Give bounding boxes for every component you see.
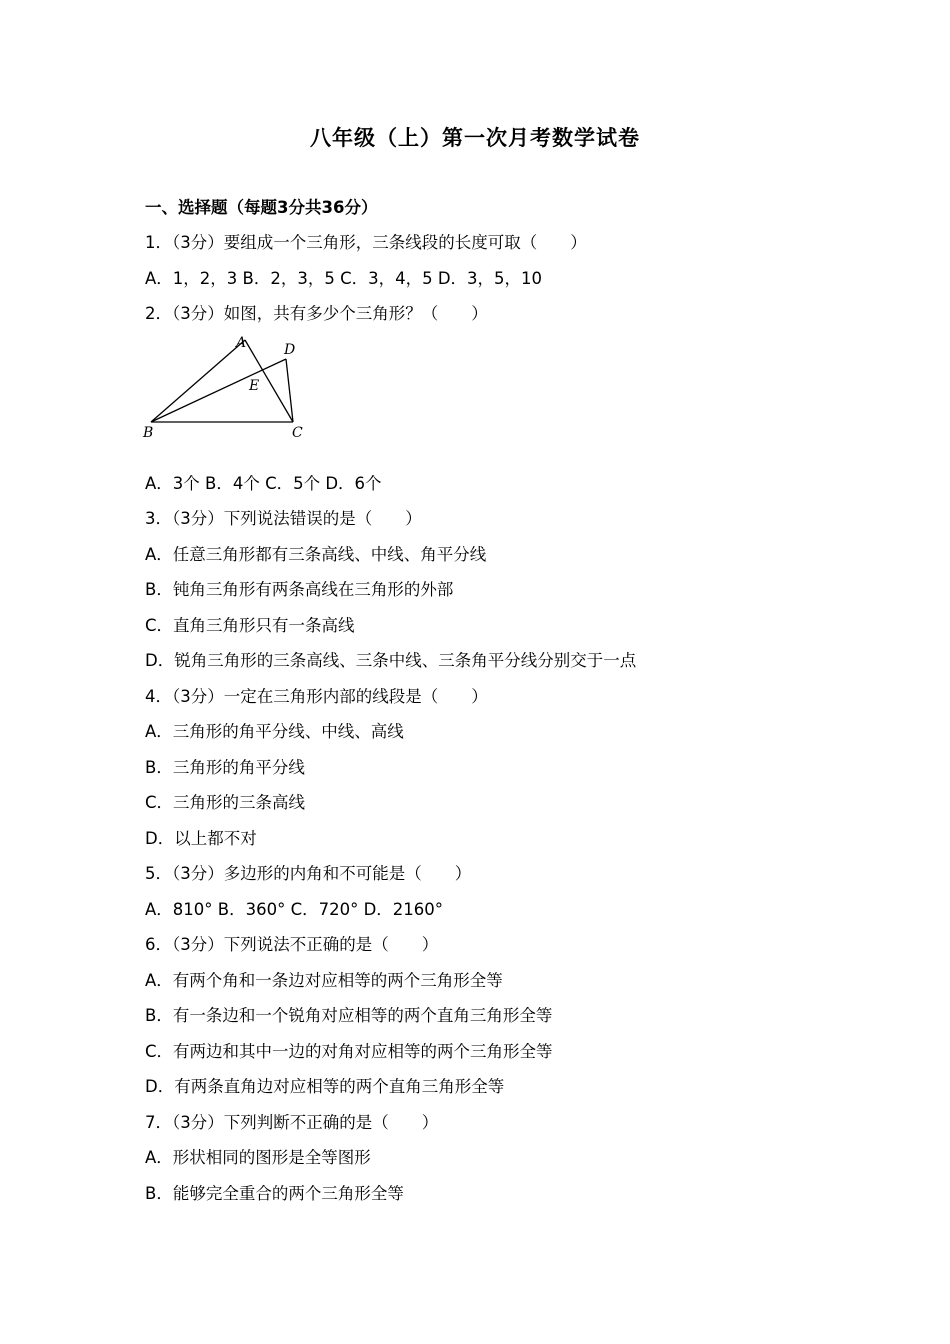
question-6-option-a: A．有两个角和一条边对应相等的两个三角形全等 xyxy=(145,971,503,990)
question-4-stem: 4．（3分）一定在三角形内部的线段是（ ） xyxy=(145,687,488,706)
question-6-option-c: C．有两边和其中一边的对角对应相等的两个三角形全等 xyxy=(145,1042,553,1061)
label-a: A xyxy=(236,335,247,351)
question-5-stem: 5．（3分）多边形的内角和不可能是（ ） xyxy=(145,864,472,883)
question-4-option-b: B．三角形的角平分线 xyxy=(145,758,305,777)
question-4-option-c: C．三角形的三条高线 xyxy=(145,793,306,812)
question-6-option-b: B．有一条边和一个锐角对应相等的两个直角三角形全等 xyxy=(145,1006,553,1025)
label-e: E xyxy=(249,378,260,394)
question-2-options: A．3个 B．4个 C．5个 D．6个 xyxy=(145,474,382,493)
question-5-options: A．810° B．360° C．720° D．2160° xyxy=(145,900,444,919)
question-3-option-a: A．任意三角形都有三条高线、中线、角平分线 xyxy=(145,545,487,564)
question-3-option-c: C．直角三角形只有一条高线 xyxy=(145,616,355,635)
question-6-stem: 6．（3分）下列说法不正确的是（ ） xyxy=(145,935,439,954)
question-3-option-d: D．锐角三角形的三条高线、三条中线、三条角平分线分别交于一点 xyxy=(145,651,637,670)
question-2-stem: 2．（3分）如图，共有多少个三角形？（ ） xyxy=(145,304,488,323)
section-heading: 一、选择题（每题3分共36分） xyxy=(145,198,378,217)
label-b: B xyxy=(143,425,154,441)
question-4-option-a: A．三角形的角平分线、中线、高线 xyxy=(145,722,404,741)
question-1-options: A．1，2，3 B．2，3，5 C．3，4，5 D．3，5，10 xyxy=(145,269,543,288)
question-3-stem: 3．（3分）下列说法错误的是（ ） xyxy=(145,509,422,528)
question-3-option-b: B．钝角三角形有两条高线在三角形的外部 xyxy=(145,580,454,599)
segment-bd xyxy=(151,359,286,422)
question-6-option-d: D．有两条直角边对应相等的两个直角三角形全等 xyxy=(145,1077,505,1096)
label-d: D xyxy=(284,342,296,358)
label-c: C xyxy=(292,425,303,441)
question-4-option-d: D．以上都不对 xyxy=(145,829,257,848)
segment-ba xyxy=(151,340,245,422)
question-1-stem: 1．（3分）要组成一个三角形，三条线段的长度可取（ ） xyxy=(145,233,587,252)
question-7-option-b: B．能够完全重合的两个三角形全等 xyxy=(145,1184,404,1203)
page-title: 八年级（上）第一次月考数学试卷 xyxy=(310,126,640,150)
question-7-option-a: A．形状相同的图形是全等图形 xyxy=(145,1148,371,1167)
triangle-figure xyxy=(141,333,311,443)
question-7-stem: 7．（3分）下列判断不正确的是（ ） xyxy=(145,1113,439,1132)
